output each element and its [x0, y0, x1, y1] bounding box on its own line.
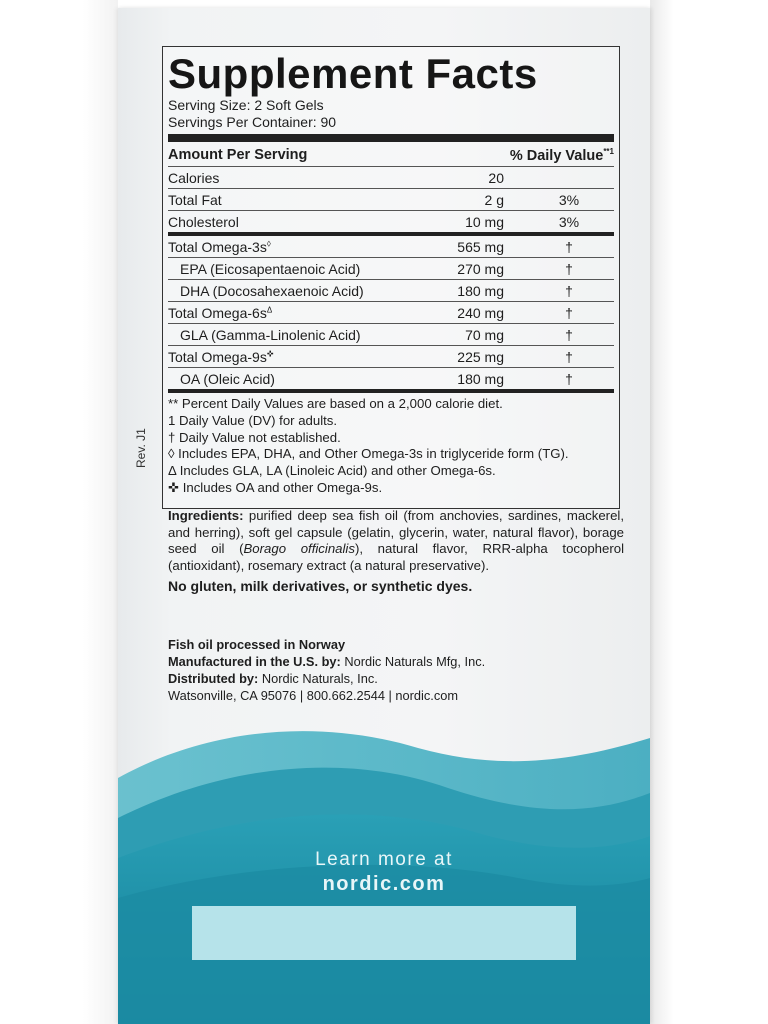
footnote-symbol: Δ: [266, 304, 273, 314]
nutrient-row: [168, 211, 614, 232]
nutrient-rows-top: [168, 167, 614, 232]
nutrient-daily-value: †: [565, 370, 573, 387]
nutrient-amount: 180 mg: [457, 282, 504, 299]
nutrient-daily-value: †: [565, 304, 573, 321]
supplement-facts-panel: [162, 46, 620, 509]
nutrient-daily-value: †: [565, 282, 573, 299]
distributed-by: Distributed by: Nordic Naturals, Inc.: [168, 671, 378, 686]
footnote-line: 1 Daily Value (DV) for adults.: [168, 412, 338, 428]
facts-header-row: [168, 144, 614, 166]
nutrient-rows-omega: [168, 236, 614, 389]
nutrient-daily-value: †: [565, 260, 573, 277]
website-url: nordic.com: [322, 873, 446, 895]
revision-code: Rev. J1: [134, 428, 148, 468]
ingredients-block: [168, 508, 624, 595]
nutrient-name: Total Omega-9s✜: [168, 348, 274, 365]
nutrient-amount: 225 mg: [457, 348, 504, 365]
footnote-line: ✜ Includes OA and other Omega-9s.: [168, 479, 383, 495]
footnote-line: Δ Includes GLA, LA (Linoleic Acid) and other Omega-6s.: [168, 463, 496, 479]
footnote-line: ◊ Includes EPA, DHA, and Other Omega-3s in triglyceride form (TG).: [168, 446, 569, 462]
barcode-area: [192, 906, 576, 960]
nutrient-amount: 20: [488, 169, 504, 186]
nutrient-daily-value: 3%: [558, 191, 580, 208]
nutrient-amount: 565 mg: [457, 238, 504, 255]
nutrient-amount: 70 mg: [465, 326, 504, 343]
servings-per-container: Servings Per Container: 90: [168, 114, 337, 130]
nutrient-row: [168, 167, 614, 189]
nutrient-row: [168, 368, 614, 389]
nutrient-name: Calories: [168, 169, 220, 186]
facts-title: Supplement Facts: [168, 50, 538, 97]
processed-in: Fish oil processed in Norway: [168, 637, 346, 652]
ingredients-label: Ingredients:: [168, 508, 244, 523]
daily-value-label: % Daily Value$^{**1}$: [509, 146, 614, 164]
nutrient-amount: 270 mg: [457, 260, 504, 277]
manufacturer-info: [168, 636, 485, 704]
nutrient-row: [168, 189, 614, 211]
nutrient-row: [168, 302, 614, 324]
divider-medium-bottom: [168, 389, 614, 393]
nutrient-name: DHA (Docosahexaenoic Acid): [180, 282, 364, 299]
nutrient-row: [168, 280, 614, 302]
no-gluten-statement: No gluten, milk derivatives, or synthetic dyes.: [168, 578, 473, 595]
address: Watsonville, CA 95076 | 800.662.2544 | nordic.com: [168, 688, 459, 703]
nutrient-row: [168, 236, 614, 258]
nutrient-name: Cholesterol: [168, 213, 239, 230]
footnote-symbol: ◊: [266, 238, 271, 248]
nutrient-daily-value: †: [565, 348, 573, 365]
footnotes: [168, 396, 614, 497]
nutrient-amount: 10 mg: [465, 213, 504, 230]
nutrient-name: Total Fat: [168, 191, 222, 208]
background-right: [650, 0, 768, 1024]
nutrient-daily-value: †: [565, 326, 573, 343]
nutrient-name: GLA (Gamma-Linolenic Acid): [180, 326, 361, 343]
ingredients-text: Ingredients: purified deep sea fish oil (from anchovies, sardines, mackerel, and herring), soft gel capsule (gelatin, glycerin, water, natural flavor), borage seed oil (Borago officinalis), natural flavor, RRR-alpha tocopherol (antioxidant), rosemary extract (a natural preservative).: [168, 508, 624, 573]
footnote-line: ** Percent Daily Values are based on a 2,000 calorie diet.: [168, 396, 503, 411]
footnote-line: † Daily Value not established.: [168, 429, 341, 445]
nutrient-name: EPA (Eicosapentaenoic Acid): [180, 260, 361, 277]
learn-more: [118, 848, 650, 896]
nutrient-row: [168, 258, 614, 280]
manufactured-by: Manufactured in the U.S. by: Nordic Naturals Mfg, Inc.: [168, 654, 486, 669]
nutrient-amount: 180 mg: [457, 370, 504, 387]
package-side-panel: [118, 8, 650, 1024]
footnote-symbol: ✜: [266, 348, 274, 358]
serving-size: Serving Size: 2 Soft Gels: [168, 97, 324, 113]
nutrient-name: Total Omega-3s◊: [168, 238, 271, 255]
nutrient-daily-value: 3%: [558, 213, 580, 230]
nutrient-row: [168, 346, 614, 368]
divider-thick: [168, 134, 614, 142]
amount-per-serving-label: Amount Per Serving: [168, 147, 308, 163]
nutrient-name: OA (Oleic Acid): [180, 370, 275, 387]
background-left: [0, 0, 118, 1024]
nutrient-daily-value: †: [565, 238, 573, 255]
nutrient-amount: 240 mg: [457, 304, 504, 321]
nutrient-name: Total Omega-$6s^\Delta$: [168, 304, 273, 321]
learn-more-text: Learn more at: [315, 849, 453, 870]
nutrient-amount: 2 g: [484, 191, 504, 208]
nutrient-row: [168, 324, 614, 346]
